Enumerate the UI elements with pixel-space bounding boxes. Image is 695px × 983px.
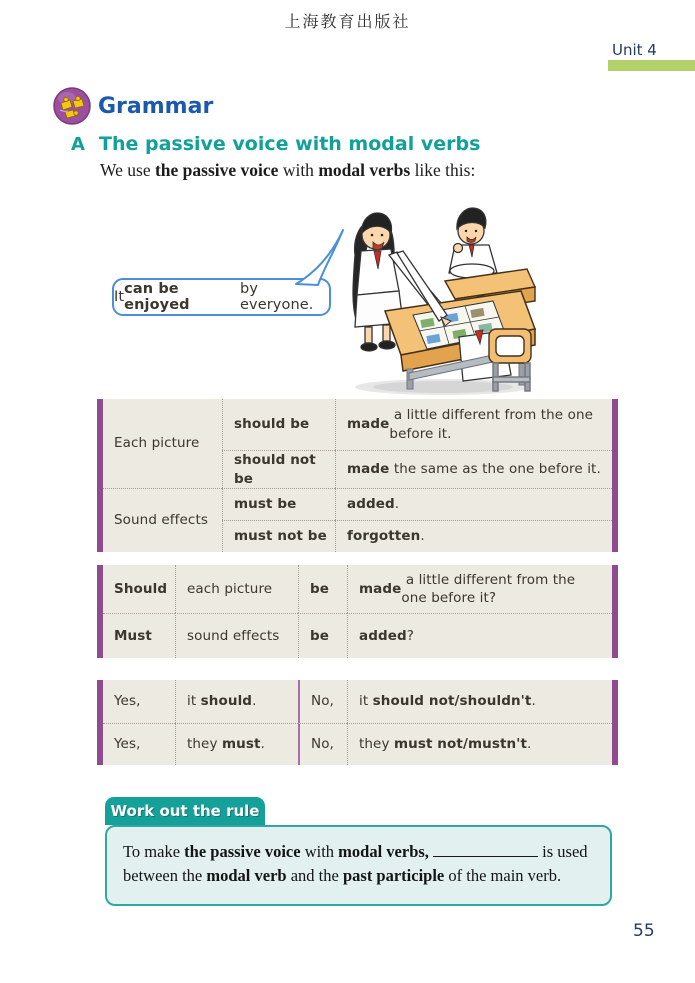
table-cell-negative: they must not/mustn't . (347, 723, 612, 765)
table-cell-predicate: added ? (347, 613, 612, 658)
intro-sentence: We use the passive voice with modal verbs like this: (100, 160, 476, 180)
table-passive-statements (97, 399, 618, 552)
boy-figure (449, 208, 497, 278)
table-cell-affirmative: they must . (175, 723, 298, 765)
table-cell-predicate: added . (335, 488, 612, 520)
table-cell-subject: each picture (175, 565, 298, 613)
grammar-title: Grammar (98, 93, 214, 119)
table-accent-bar-right (612, 565, 618, 658)
publisher-name: 上海教育出版社 (284, 14, 411, 31)
table-passive-questions (97, 565, 618, 658)
table-cell-no: No, (298, 723, 347, 765)
unit-underline-bar (608, 60, 695, 71)
speech-bubble: It can be enjoyed by everyone. (112, 278, 331, 316)
table-cell-subject: sound effects (175, 613, 298, 658)
table-cell-be: be (298, 565, 347, 613)
table-cell-modal: Should (114, 580, 168, 597)
table-cell-modal: must be (222, 488, 335, 520)
table-cell-yes: Yes, (114, 693, 141, 710)
pupils-at-desk-illustration (343, 193, 539, 397)
table-cell-predicate: forgotten . (335, 520, 612, 552)
table-cell-be: be (298, 613, 347, 658)
unit-label: Unit 4 (612, 41, 657, 59)
rule-sentence: To make the passive voice with modal verbs, is used between the modal verb and the past participle of the main verb. (123, 842, 588, 885)
table-cell-predicate: made a little different from the one before it? (347, 565, 612, 613)
table-cell-modal: should be (222, 399, 335, 450)
table-accent-bar-right (612, 399, 618, 552)
table-cell-no: No, (298, 680, 347, 723)
table-cell-subject: Sound effects (103, 488, 222, 552)
table-cell-affirmative: it should . (175, 680, 298, 723)
table-cell-negative: it should not/shouldn't . (347, 680, 612, 723)
table-cell-modal: must not be (222, 520, 335, 552)
rule-tab: Work out the rule (105, 797, 265, 825)
section-title: The passive voice with modal verbs (99, 133, 481, 155)
puzzle-badge-icon (52, 86, 92, 126)
table-cell-modal: Must (103, 613, 175, 658)
table-cell-predicate: made a little different from the one before it. (335, 399, 612, 450)
page-number: 55 (633, 921, 655, 941)
table-cell-predicate: made the same as the one before it. (335, 450, 612, 488)
grammar-header (52, 86, 213, 126)
rule-box (105, 825, 612, 906)
table-short-answers (97, 680, 618, 765)
table-cell-modal: should not be (222, 450, 335, 488)
table-accent-bar-right (612, 680, 618, 765)
chair (489, 329, 531, 391)
speech-bubble-tail (280, 228, 350, 286)
table-cell-yes: Yes, (103, 723, 175, 765)
section-letter: A (71, 134, 85, 155)
table-cell-subject: Each picture (114, 435, 200, 452)
